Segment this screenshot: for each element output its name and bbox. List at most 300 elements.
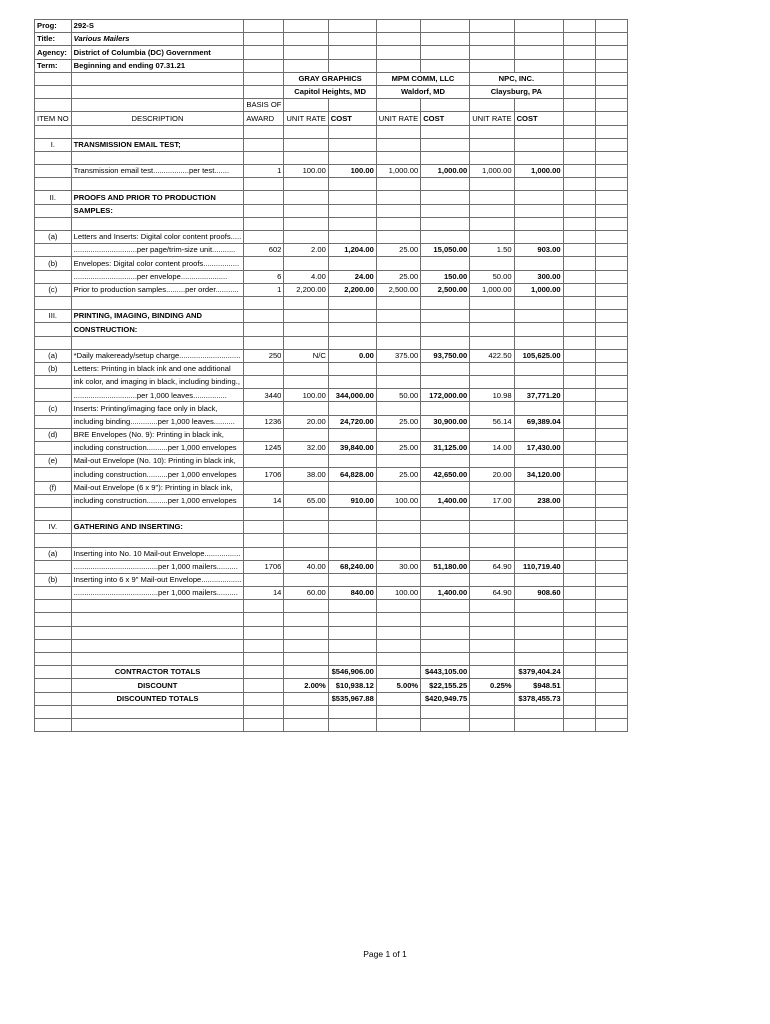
- vendor-1-cost: [328, 507, 376, 520]
- vendor-2-cost: [421, 428, 470, 441]
- vendor-1-unit-rate: [284, 428, 328, 441]
- line-item-row: [35, 587, 628, 600]
- vendor-2-unit-rate: 100.00: [376, 587, 420, 600]
- vendor-1-cost: [328, 362, 376, 375]
- cell: [563, 626, 595, 639]
- vendor-3-cost: [514, 455, 563, 468]
- prog-label: Prog:: [35, 20, 72, 33]
- cell: [563, 231, 595, 244]
- item-number: (b): [35, 573, 72, 586]
- vendor-1-unit-rate: 65.00: [284, 494, 328, 507]
- basis-of-award: [244, 718, 284, 731]
- vendor-1-location: Capitol Heights, MD: [284, 85, 376, 98]
- item-number: [35, 494, 72, 507]
- prog-value: 292-S: [71, 20, 244, 33]
- item-description: including construction..........per 1,000 envelopes: [71, 494, 244, 507]
- vendor-2-unit-rate: [376, 336, 420, 349]
- vendor-2-cost: 1,400.00: [421, 587, 470, 600]
- vendor-3-cost: 238.00: [514, 494, 563, 507]
- vendor-2-unit-rate: 25.00: [376, 468, 420, 481]
- vendor-3-cost: [514, 217, 563, 230]
- vendor-1-unit-rate: [284, 191, 328, 204]
- vendor-2-unit-rate: 25.00: [376, 244, 420, 257]
- vendor-2-cost: [421, 613, 470, 626]
- item-description: [71, 626, 244, 639]
- vendor-1-unit-rate: 4.00: [284, 270, 328, 283]
- item-number: [35, 217, 72, 230]
- vendor-3-unit-rate: [470, 376, 514, 389]
- vendor-3-unit-rate: [470, 718, 514, 731]
- item-number: [35, 165, 72, 178]
- vendor-2-unit-rate: 25.00: [376, 442, 420, 455]
- vendor-1-unit-rate: [284, 626, 328, 639]
- item-number: (b): [35, 257, 72, 270]
- vendor-3-unit-rate: [470, 191, 514, 204]
- vendor-3-unit-rate: [470, 666, 514, 679]
- item-number: [35, 600, 72, 613]
- vendor-1-unit-rate: [284, 507, 328, 520]
- item-number: [35, 151, 72, 164]
- vendor-1-unit-rate: [284, 376, 328, 389]
- vendor-3-unit-rate: [470, 138, 514, 151]
- item-number: [35, 270, 72, 283]
- basis-of-award: [244, 138, 284, 151]
- blank-row: [35, 507, 628, 520]
- item-number: (c): [35, 402, 72, 415]
- vendor-3-unit-rate: 64.90: [470, 587, 514, 600]
- line-item-row: [35, 389, 628, 402]
- vendor-1-cost: [328, 573, 376, 586]
- vendor-3-unit-rate: [470, 217, 514, 230]
- vendor-1-cost: [328, 653, 376, 666]
- cell: [563, 679, 595, 692]
- vendor-2-cost: [421, 626, 470, 639]
- item-number: [35, 178, 72, 191]
- vendor-2-cost: [421, 600, 470, 613]
- vendor-2-location: Waldorf, MD: [376, 85, 469, 98]
- blank-row: [35, 151, 628, 164]
- cell: [595, 534, 627, 547]
- vendor-1-cost: 910.00: [328, 494, 376, 507]
- cell: [563, 547, 595, 560]
- item-description: [71, 613, 244, 626]
- vendor-3-cost: [514, 613, 563, 626]
- vendor-3-cost: 37,771.20: [514, 389, 563, 402]
- blank-row: [35, 626, 628, 639]
- description-row: [35, 231, 628, 244]
- basis-of-award: [244, 323, 284, 336]
- cell: [595, 402, 627, 415]
- vendor-1-unit-rate: [284, 402, 328, 415]
- basis-of-award: [244, 231, 284, 244]
- vendor-1-unit-rate: [284, 692, 328, 705]
- vendor-3-cost: [514, 600, 563, 613]
- cell: [563, 560, 595, 573]
- basis-of-award: [244, 455, 284, 468]
- vendor-2-unit-rate: [376, 231, 420, 244]
- vendor-3-cost: [514, 336, 563, 349]
- vendor-1-cost: [328, 402, 376, 415]
- item-description: [71, 705, 244, 718]
- vendor-3-unit-rate: [470, 613, 514, 626]
- vendor-3-unit-rate: [470, 653, 514, 666]
- cell: [595, 494, 627, 507]
- item-description: Letters: Printing in black ink and one additional: [71, 362, 244, 375]
- basis-of-award: [244, 507, 284, 520]
- description-row: [35, 481, 628, 494]
- vendor-2-unit-rate: [376, 600, 420, 613]
- section-row: [35, 191, 628, 204]
- vendor-1-cost: [328, 718, 376, 731]
- item-number: (a): [35, 231, 72, 244]
- description-row: [35, 428, 628, 441]
- basis-of-award: [244, 257, 284, 270]
- vendor-2-unit-rate: [376, 257, 420, 270]
- vendor-2-cost: 15,050.00: [421, 244, 470, 257]
- vendor-3-unit-rate: 1.50: [470, 244, 514, 257]
- item-description: [71, 653, 244, 666]
- vendor-1-unit-rate: [284, 455, 328, 468]
- cell: [563, 217, 595, 230]
- vendor-2-cost: [421, 204, 470, 217]
- vendor-1-cost: 24.00: [328, 270, 376, 283]
- vendor-3-unit-rate: 17.00: [470, 494, 514, 507]
- vendor-3-unit-rate: [470, 231, 514, 244]
- vendor-3-cost: 1,000.00: [514, 165, 563, 178]
- basis-of-award: [244, 639, 284, 652]
- cell: [595, 587, 627, 600]
- basis-of-award: [244, 547, 284, 560]
- vendor-1-unit-rate: [284, 639, 328, 652]
- vendor-3-cost: [514, 178, 563, 191]
- vendor-3-cost: 17,430.00: [514, 442, 563, 455]
- item-description: [71, 639, 244, 652]
- cell: [563, 178, 595, 191]
- vendor-3-cost: [514, 547, 563, 560]
- vendor-1-unit-rate: 38.00: [284, 468, 328, 481]
- vendor-3-unit-rate: [470, 151, 514, 164]
- vendor-3-unit-rate: [470, 521, 514, 534]
- basis-of-award: [244, 178, 284, 191]
- vendor-2-cost: $22,155.25: [421, 679, 470, 692]
- item-number: [35, 376, 72, 389]
- vendor-2-cost: 1,000.00: [421, 165, 470, 178]
- item-description: ........................................per 1,000 mailers..........: [71, 560, 244, 573]
- line-item-row: [35, 560, 628, 573]
- vendor-2-cost: [421, 481, 470, 494]
- basis-of-award: [244, 600, 284, 613]
- basis-of-award: [244, 428, 284, 441]
- vendor-3-unit-rate: [470, 692, 514, 705]
- vendor-2-unit-rate: [376, 705, 420, 718]
- item-number: [35, 507, 72, 520]
- item-description: SAMPLES:: [71, 204, 244, 217]
- vendor-1-cost: 68,240.00: [328, 560, 376, 573]
- vendor-1-unit-rate: [284, 600, 328, 613]
- title-row: [35, 33, 628, 46]
- vendor-2-unit-rate: [376, 507, 420, 520]
- totals-label: CONTRACTOR TOTALS: [71, 666, 244, 679]
- vendor-2-unit-rate: [376, 428, 420, 441]
- item-number: [35, 666, 72, 679]
- vendor-3-unit-rate: [470, 639, 514, 652]
- vendor-1-cost: [328, 639, 376, 652]
- vendor-3-unit-rate: 1,000.00: [470, 283, 514, 296]
- cell: [563, 653, 595, 666]
- vendor-3-cost: [514, 507, 563, 520]
- line-item-row: [35, 494, 628, 507]
- line-item-row: [35, 283, 628, 296]
- cell: [595, 718, 627, 731]
- vendor-1-unit-rate: [284, 323, 328, 336]
- vendor-1-unit-rate: 2.00: [284, 244, 328, 257]
- vendor-3-name: NPC, INC.: [470, 72, 563, 85]
- vendor-1-cost: [328, 257, 376, 270]
- cell: [595, 600, 627, 613]
- totals-label: DISCOUNT: [71, 679, 244, 692]
- vendor-3-unit-rate: [470, 547, 514, 560]
- cell: [595, 666, 627, 679]
- vendor-2-cost-header: COST: [421, 112, 470, 125]
- vendor-3-cost: [514, 626, 563, 639]
- cell: [563, 494, 595, 507]
- term-value: Beginning and ending 07.31.21: [71, 59, 244, 72]
- vendor-3-unit-rate: [470, 257, 514, 270]
- vendor-3-unit-rate: [470, 705, 514, 718]
- vendor-1-cost: $546,906.00: [328, 666, 376, 679]
- cell: [595, 613, 627, 626]
- vendor-3-cost: [514, 481, 563, 494]
- basis-of-award: 250: [244, 349, 284, 362]
- vendor-3-unit-rate: [470, 428, 514, 441]
- basis-of-award: [244, 534, 284, 547]
- item-description: ..............................per envelope......................: [71, 270, 244, 283]
- cell: [563, 165, 595, 178]
- vendor-2-unit-rate: [376, 191, 420, 204]
- vendor-1-unit-rate: [284, 666, 328, 679]
- cell: [563, 125, 595, 138]
- item-description: Prior to production samples.........per order...........: [71, 283, 244, 296]
- vendor-3-cost: 34,120.00: [514, 468, 563, 481]
- vendor-2-cost: [421, 217, 470, 230]
- vendor-1-unit-rate: [284, 310, 328, 323]
- basis-of-award: [244, 626, 284, 639]
- line-item-row: [35, 415, 628, 428]
- cell: [595, 310, 627, 323]
- vendor-1-cost: [328, 323, 376, 336]
- vendor-2-unit-rate: [376, 573, 420, 586]
- item-description: Inserting into No. 10 Mail-out Envelope.................: [71, 547, 244, 560]
- item-description: ink color, and imaging in black, including binding.,: [71, 376, 244, 389]
- cell: [595, 560, 627, 573]
- vendor-2-cost: [421, 231, 470, 244]
- vendor-2-unit-rate: [376, 639, 420, 652]
- cell: [563, 468, 595, 481]
- item-description: PRINTING, IMAGING, BINDING AND: [71, 310, 244, 323]
- vendor-3-cost: [514, 231, 563, 244]
- vendor-3-cost: [514, 534, 563, 547]
- vendor-2-cost: [421, 336, 470, 349]
- vendor-3-cost: [514, 718, 563, 731]
- cell: [595, 336, 627, 349]
- vendor-1-unit-rate: 32.00: [284, 442, 328, 455]
- column-header-row: [35, 112, 628, 125]
- vendor-1-cost: 1,204.00: [328, 244, 376, 257]
- vendor-1-cost: [328, 191, 376, 204]
- cell: [563, 613, 595, 626]
- vendor-2-cost: [421, 191, 470, 204]
- vendor-1-cost: [328, 705, 376, 718]
- item-number: (f): [35, 481, 72, 494]
- cell: [563, 639, 595, 652]
- page-number: Page 1 of 1: [363, 949, 407, 959]
- vendor-2-unit-rate: [376, 151, 420, 164]
- basis-of-award: [244, 125, 284, 138]
- vendor-1-cost: [328, 455, 376, 468]
- totals-row: [35, 666, 628, 679]
- item-description: including construction..........per 1,000 envelopes: [71, 468, 244, 481]
- vendor-2-unit-rate: 50.00: [376, 389, 420, 402]
- vendor-1-unit-rate: [284, 336, 328, 349]
- vendor-1-unit-rate: [284, 178, 328, 191]
- vendor-1-cost-header: COST: [328, 112, 376, 125]
- vendor-2-unit-rate: 2,500.00: [376, 283, 420, 296]
- item-number: III.: [35, 310, 72, 323]
- vendor-3-cost: [514, 125, 563, 138]
- item-number: [35, 204, 72, 217]
- basis-of-award: 1706: [244, 468, 284, 481]
- vendor-1-unit-rate: [284, 204, 328, 217]
- vendor-2-unit-rate: 25.00: [376, 415, 420, 428]
- vendor-3-cost: [514, 376, 563, 389]
- basis-of-award: [244, 310, 284, 323]
- cell: [563, 415, 595, 428]
- basis-of-award: [244, 402, 284, 415]
- vendor-1-cost: [328, 626, 376, 639]
- vendor-2-cost: [421, 323, 470, 336]
- cell: [595, 692, 627, 705]
- vendor-2-unit-rate: [376, 217, 420, 230]
- item-number: [35, 389, 72, 402]
- item-description: *Daily makeready/setup charge.............................: [71, 349, 244, 362]
- cell: [595, 270, 627, 283]
- totals-label: DISCOUNTED TOTALS: [71, 692, 244, 705]
- vendor-1-unit-rate: [284, 653, 328, 666]
- vendor-2-cost: 30,900.00: [421, 415, 470, 428]
- basis-of-award: 14: [244, 494, 284, 507]
- item-number: [35, 613, 72, 626]
- cell: [563, 587, 595, 600]
- vendor-2-cost: [421, 376, 470, 389]
- item-description: TRANSMISSION EMAIL TEST;: [71, 138, 244, 151]
- cell: [563, 402, 595, 415]
- item-description: [71, 296, 244, 309]
- cell: [595, 165, 627, 178]
- item-description: ..............................per 1,000 leaves................: [71, 389, 244, 402]
- vendor-3-cost: [514, 296, 563, 309]
- vendor-2-unit-rate: [376, 125, 420, 138]
- item-description: Transmission email test.................per test.......: [71, 165, 244, 178]
- cell: [595, 217, 627, 230]
- vendor-1-unit-rate: [284, 547, 328, 560]
- item-description: CONSTRUCTION:: [71, 323, 244, 336]
- basis-of-award: [244, 613, 284, 626]
- agency-row: [35, 46, 628, 59]
- vendor-2-cost: 172,000.00: [421, 389, 470, 402]
- item-number: [35, 323, 72, 336]
- vendor-1-cost: [328, 613, 376, 626]
- vendor-3-unit-rate: [470, 323, 514, 336]
- agency-label: Agency:: [35, 46, 72, 59]
- vendor-1-unit-rate: 2.00%: [284, 679, 328, 692]
- vendor-2-unit-rate: 375.00: [376, 349, 420, 362]
- vendor-3-cost: $948.51: [514, 679, 563, 692]
- vendor-2-unit-rate-header: UNIT RATE: [376, 112, 420, 125]
- vendor-1-unit-rate: [284, 534, 328, 547]
- vendor-3-unit-rate: [470, 534, 514, 547]
- item-description: Inserting into 6 x 9" Mail-out Envelope...................: [71, 573, 244, 586]
- item-description: Inserts: Printing/imaging face only in black,: [71, 402, 244, 415]
- cell: [595, 138, 627, 151]
- vendor-1-unit-rate: 40.00: [284, 560, 328, 573]
- item-description: Mail-out Envelope (No. 10): Printing in black ink,: [71, 455, 244, 468]
- basis-of-header: BASIS OF: [244, 99, 284, 112]
- vendor-3-unit-rate: 422.50: [470, 349, 514, 362]
- vendor-2-cost: 150.00: [421, 270, 470, 283]
- blank-row: [35, 336, 628, 349]
- cell: [595, 283, 627, 296]
- item-description: [71, 718, 244, 731]
- item-number: [35, 336, 72, 349]
- vendor-2-cost: $443,105.00: [421, 666, 470, 679]
- item-number: [35, 718, 72, 731]
- vendor-1-cost: [328, 336, 376, 349]
- vendor-2-cost: [421, 534, 470, 547]
- vendor-3-cost: [514, 151, 563, 164]
- vendor-3-unit-rate: 10.98: [470, 389, 514, 402]
- vendor-1-unit-rate: [284, 296, 328, 309]
- vendor-2-unit-rate: [376, 402, 420, 415]
- vendor-1-cost: [328, 481, 376, 494]
- vendor-1-cost: [328, 138, 376, 151]
- description-row: [35, 257, 628, 270]
- vendor-1-cost: [328, 231, 376, 244]
- vendor-1-cost: [328, 428, 376, 441]
- item-number: [35, 415, 72, 428]
- blank-row: [35, 705, 628, 718]
- blank-row: [35, 125, 628, 138]
- vendor-1-cost: [328, 217, 376, 230]
- vendor-1-cost: [328, 547, 376, 560]
- cell: [563, 191, 595, 204]
- item-number: [35, 468, 72, 481]
- item-number: [35, 692, 72, 705]
- vendor-2-unit-rate: 5.00%: [376, 679, 420, 692]
- cell: [563, 705, 595, 718]
- vendor-3-cost: 300.00: [514, 270, 563, 283]
- basis-of-award: [244, 692, 284, 705]
- vendor-3-cost: 1,000.00: [514, 283, 563, 296]
- cell: [595, 204, 627, 217]
- cell: [563, 204, 595, 217]
- line-item-row: [35, 349, 628, 362]
- blank-row: [35, 534, 628, 547]
- vendor-2-cost: 1,400.00: [421, 494, 470, 507]
- blank-row: [35, 613, 628, 626]
- vendor-1-unit-rate: 2,200.00: [284, 283, 328, 296]
- term-row: [35, 59, 628, 72]
- basis-of-award: [244, 217, 284, 230]
